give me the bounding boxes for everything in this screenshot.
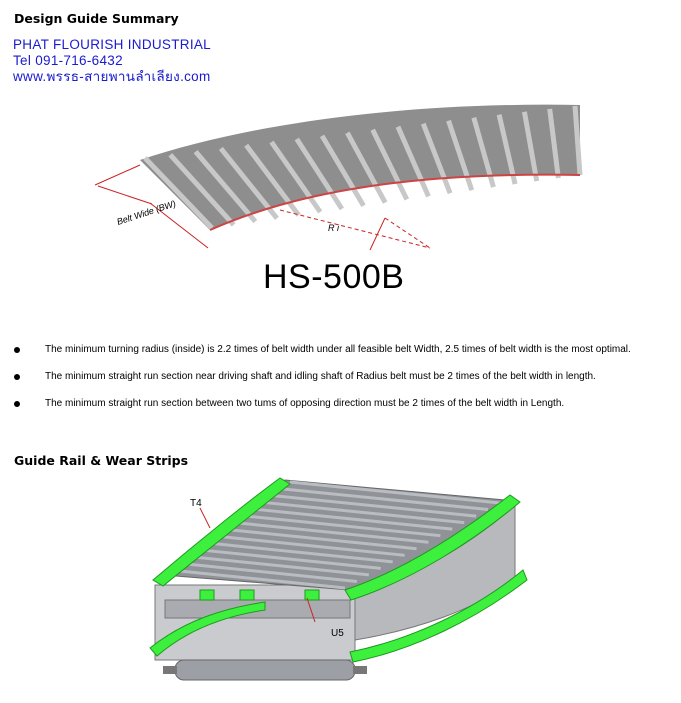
radius-dashed-line bbox=[280, 210, 430, 248]
u5-strip bbox=[200, 590, 214, 600]
bullet-text: The minimum turning radius (inside) is 2.2 times of belt width under all feasible belt Width, 2.5 times of belt width is the most optimal. bbox=[45, 344, 631, 355]
radius-belt-diagram bbox=[80, 80, 600, 255]
company-name: PHAT FLOURISH INDUSTRIAL bbox=[13, 37, 211, 52]
roller-shaft-right bbox=[353, 666, 367, 674]
t4-label: T4 bbox=[190, 498, 202, 509]
bullet-text: The minimum straight run section near driving shaft and idling shaft of Radius belt must be 2 times of the belt width in length. bbox=[45, 371, 596, 382]
bullet-item bbox=[14, 344, 631, 355]
u5-strip bbox=[240, 590, 254, 600]
return-roller bbox=[175, 660, 355, 680]
bullet-item bbox=[14, 371, 596, 382]
guide-rail-heading: Guide Rail & Wear Strips bbox=[14, 453, 189, 468]
t4-callout-line bbox=[200, 508, 210, 528]
radius-label: R i bbox=[328, 223, 339, 233]
frame-front-plate bbox=[155, 585, 355, 660]
company-website[interactable]: www.พรรธ-สายพานลำเลียง.com bbox=[13, 69, 211, 84]
bullet-icon bbox=[14, 401, 20, 407]
model-name: HS-500B bbox=[263, 258, 405, 296]
roller-shaft-left bbox=[163, 666, 177, 674]
company-tel: Tel 091-716-6432 bbox=[13, 53, 123, 68]
belt-width-label: Belt Wide (BW) bbox=[115, 198, 178, 227]
bullet-icon bbox=[14, 374, 20, 380]
belt-width-extension-top bbox=[95, 165, 140, 185]
bullet-item bbox=[14, 398, 565, 409]
bullet-icon bbox=[14, 347, 20, 353]
guide-rail-diagram bbox=[145, 470, 535, 695]
u5-label: U5 bbox=[331, 628, 344, 639]
design-guide-heading: Design Guide Summary bbox=[14, 11, 179, 26]
bullet-text: The minimum straight run section between two tums of opposing direction must be 2 times of the belt width in Length. bbox=[45, 398, 565, 409]
